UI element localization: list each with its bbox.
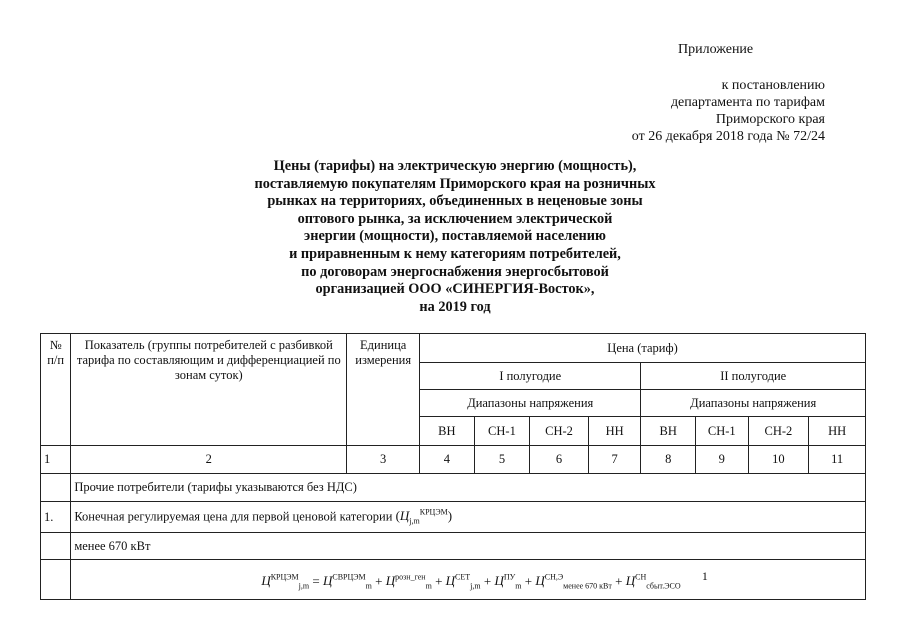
column-number: 3 [347,446,420,474]
header-indicator: Показатель (группы потребителей с разбивкой тарифа по составляющим и дифференциацией по зонам суток) [71,334,347,446]
title-line: поставляемую покупателям Приморского края на розничных [254,175,656,192]
table-row [41,502,866,533]
title-line: по договорам энергоснабжения энергосбытовой [301,263,609,280]
appendix-title: Приложение [678,42,754,57]
appendix-reference [560,77,825,145]
column-number: 8 [641,446,696,474]
formula-term: $Ц^{СВРЦЭМ}_m$ [322,572,372,591]
column-number: 6 [530,446,589,474]
row-label-symbol: $(Ц_{j,m}^{КРЦЭМ})$ [395,508,453,526]
section-other-consumers: Прочие потребители (тарифы указываются без НДС) [71,474,866,502]
formula-row [41,560,866,600]
title-line: энергии (мощности), поставляемой населению [304,228,606,245]
header-half1: I полугодие [420,363,641,390]
formula-term: $Ц^{СЕТ}_{j,m}$ [445,572,481,591]
column-numbering-row [41,446,866,474]
header-level-sn1: СН-1 [696,417,749,446]
title-line: рынках на территориях, объединенных в неценовые зоны [267,193,643,210]
appendix-line: к постановлению [721,78,825,93]
header-level-nn: НН [809,417,866,446]
formula-footnote-mark: 1 [701,568,708,583]
empty-cell [41,533,71,560]
header-num: № п/п [41,334,71,446]
empty-cell [41,560,71,600]
title-line: организацией ООО «СИНЕРГИЯ-Восток», [315,281,595,298]
header-half2: II полугодие [641,363,866,390]
header-voltage-ranges-1: Диапазоны напряжения [420,390,641,417]
row-label-final-price [71,502,866,533]
section-row [41,474,866,502]
column-number: 5 [474,446,530,474]
table-row [41,533,866,560]
document-title [200,158,710,316]
formula-term: $Ц^{ПУ}_m$ [494,572,522,591]
column-number: 10 [748,446,809,474]
formula-term: $Ц^{СН}_{сбыт.ЭСО}$ [625,572,681,591]
title-line: и приравненным к нему категориям потребителей, [289,245,621,262]
column-number: 2 [71,446,347,474]
column-number: 4 [420,446,475,474]
row-number: 1. [41,502,71,533]
column-number: 7 [588,446,641,474]
formula-term: $Ц^{СН,Э}_{менее 670 кВт}$ [535,572,612,591]
tariff-table [40,333,866,600]
subgroup-label: менее 670 кВт [71,533,866,560]
header-unit: Единица измерения [347,334,420,446]
header-level-vn: ВН [641,417,696,446]
appendix-line: департамента по тарифам [670,95,825,110]
title-line: оптового рынка, за исключением электрической [297,210,613,227]
row-label-text: Конечная регулируемая цена для первой ценовой категории [74,509,393,524]
formula-term: $Ц^{КРЦЭМ}_{j,m}$ [261,572,310,591]
header-level-sn1: СН-1 [474,417,530,446]
column-number: 9 [696,446,749,474]
header-price: Цена (тариф) [420,334,866,363]
header-level-vn: ВН [420,417,475,446]
title-line: на 2019 год [419,298,491,315]
header-level-sn2: СН-2 [748,417,809,446]
price-formula: $Ц^{КРЦЭМ}_{j,m} = Ц^{СВРЦЭМ}_m + Ц^{розн\_ген}_m + Ц^{СЕТ}_{j,m} + Ц^{ПУ}_m + Ц^{СН,Э}_{менее 670 кВт} + Ц^{СН}_{сбыт.ЭСО}$ 1 [71,560,866,600]
title-line: Цены (тарифы) на электрическую энергию (мощность), [273,158,637,174]
header-level-sn2: СН-2 [530,417,589,446]
column-number: 1 [41,446,71,474]
header-voltage-ranges-2: Диапазоны напряжения [641,390,866,417]
appendix-line: Приморского края [715,112,825,127]
appendix-line: от 26 декабря 2018 года № 72/24 [631,129,825,144]
empty-cell [41,474,71,502]
formula-term: $Ц^{розн\_ген}_m$ [385,572,432,591]
header-level-nn: НН [588,417,641,446]
column-number: 11 [809,446,866,474]
